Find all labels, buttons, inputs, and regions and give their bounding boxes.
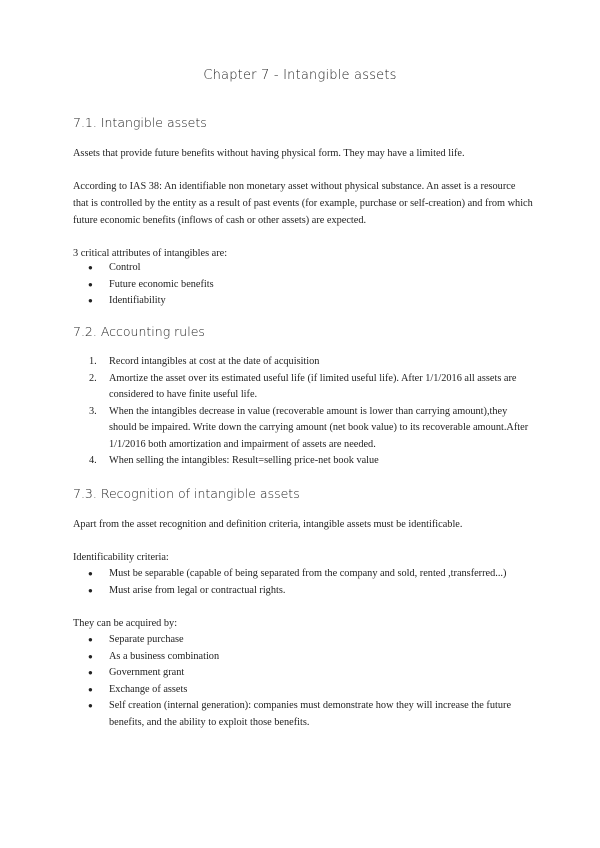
page-title: Chapter 7 - Intangible assets (203, 68, 397, 83)
acquisition-list (73, 632, 533, 731)
attribute-list (73, 260, 214, 310)
list-item (73, 404, 533, 454)
list-item: ● As a business combination (73, 649, 533, 666)
paragraph: Identificability criteria: (73, 552, 169, 563)
list-number: 4. (89, 455, 97, 466)
list-item (73, 453, 533, 470)
criteria-list (73, 566, 543, 599)
section-heading-7-2: 7.2. Accounting rules (73, 324, 205, 339)
list-text: Record intangibles at cost at the date of acquisition (109, 356, 320, 367)
list-text: When selling the intangibles: Result=selling price-net book value (109, 455, 379, 466)
list-item: ● Must arise from legal or contractual rights. (73, 583, 543, 600)
list-number: 3. (89, 405, 97, 417)
paragraph: According to IAS 38: An identifiable non monetary asset without physical substance. An asset is a resource that is controlled by the entity as a result of past events (for example, purchase or self-creation) and from which future economic benefits (inflows of cash or other assets) are expected. (73, 181, 533, 226)
list-item: ● Self creation (internal generation): companies must demonstrate how they will increase the future benefits, and the ability to exploit those benefits. (73, 698, 533, 731)
section-heading-7-1: 7.1. Intangible assets (73, 115, 207, 130)
paragraph: Assets that provide future benefits without having physical form. They may have a limited life. (73, 148, 465, 159)
list-item: ● Government grant (73, 665, 533, 682)
list-number: 1. (89, 356, 97, 367)
list-item: ● Control (73, 260, 214, 277)
list-item (73, 371, 533, 404)
list-text: When the intangibles decrease in value (recoverable amount is lower than carrying amount),they should be impaired. Write down the carrying amount (net book value) to its recoverable amount.After 1/1/2016 both amortization and impairment of assets are needed. (109, 405, 529, 450)
list-text: Amortize the asset over its estimated useful life (if limited useful life). After 1/1/2016 all assets are considered to have finite useful life. (109, 372, 517, 400)
list-number: 2. (89, 372, 97, 384)
paragraph: Apart from the asset recognition and definition criteria, intangible assets must be identificable. (73, 519, 463, 530)
paragraph: 3 critical attributes of intangibles are: (73, 248, 228, 259)
section-heading-7-3: 7.3. Recognition of intangible assets (73, 486, 300, 501)
list-item: ● Must be separable (capable of being separated from the company and sold, rented ,transferred...) (73, 566, 543, 583)
list-item: ● Future economic benefits (73, 277, 214, 294)
list-item (73, 354, 533, 371)
list-item: ● Separate purchase (73, 632, 533, 649)
paragraph: They can be acquired by: (73, 618, 178, 629)
rules-list (73, 354, 533, 470)
list-item: ● Exchange of assets (73, 682, 533, 699)
list-item: ● Identifiability (73, 293, 214, 310)
